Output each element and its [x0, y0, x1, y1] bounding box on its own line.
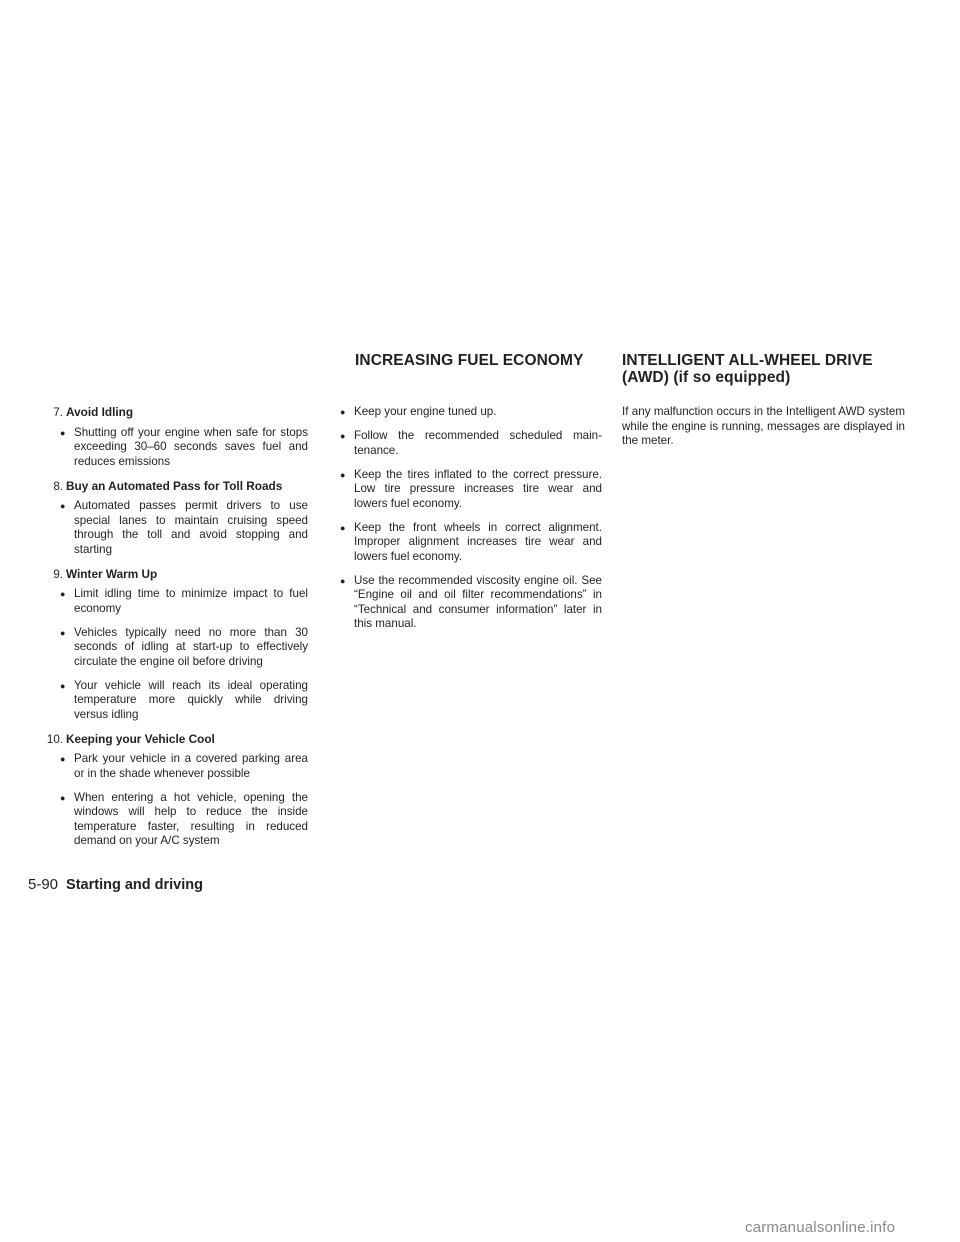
- item-title: Keeping your Vehicle Cool: [66, 731, 215, 746]
- heading-increasing-fuel-economy: INCREASING FUEL ECONOMY: [355, 352, 584, 369]
- item-number: 10.: [46, 732, 63, 746]
- page-footer: [28, 876, 203, 893]
- numbered-tips-column: [43, 405, 308, 858]
- bullet-item: ● Keep your engine tuned up.: [340, 405, 602, 420]
- bullet-item: ● Follow the recommended scheduled maintenance.: [340, 429, 602, 458]
- item-title: Buy an Automated Pass for Toll Roads: [66, 478, 283, 493]
- bullet-item: ● Shutting off your engine when safe for stops exceeding 30–60 seconds saves fuel and reduces emissions: [60, 426, 308, 470]
- bullet-item: ● Your vehicle will reach its ideal operating temperature more quickly while driving versus idling: [60, 679, 308, 723]
- bullet-item: ● Keep the front wheels in correct alignment. Improper alignment increases tire wear and lowers fuel economy.: [340, 521, 602, 565]
- bullet-item: ● Park your vehicle in a covered parking area or in the shade whenever possible: [60, 752, 308, 781]
- numbered-item: [43, 479, 308, 558]
- page-number: 5-90: [28, 876, 59, 893]
- item-number: 8.: [53, 479, 63, 493]
- awd-column: [622, 405, 905, 449]
- numbered-item: [43, 732, 308, 849]
- bullet-item: ● Limit idling time to minimize impact to fuel economy: [60, 587, 308, 616]
- item-title: Avoid Idling: [66, 405, 134, 419]
- item-title: Winter Warm Up: [66, 566, 158, 581]
- watermark: carmanualsonline.info: [745, 1219, 896, 1236]
- item-number: 7.: [53, 406, 63, 419]
- bullet-item: ● Use the recommended viscosity engine oil. See “Engine oil and oil filter recommendations” in “Technical and consumer information” later in this manual.: [340, 574, 602, 632]
- item-number: 9.: [53, 567, 63, 581]
- bullet-item: ● When entering a hot vehicle, opening the windows will help to reduce the inside temperature faster, resulting in reduced demand on your A/C system: [60, 791, 308, 849]
- bullet-item: ● Automated passes permit drivers to use special lanes to maintain cruising speed through the toll and avoid stopping and starting: [60, 499, 308, 557]
- numbered-item: [43, 567, 308, 723]
- numbered-item: [43, 405, 308, 469]
- section-name: Starting and driving: [66, 877, 203, 893]
- heading-intelligent-awd: INTELLIGENT ALL-WHEEL DRIVE (AWD) (if so equipped): [622, 352, 873, 386]
- bullet-item: ● Keep the tires inflated to the correct pressure. Low tire pressure increases tire wear and lowers fuel economy.: [340, 468, 602, 512]
- fuel-economy-column: [340, 405, 602, 641]
- bullet-item: ● Vehicles typically need no more than 30 seconds of idling at start-up to effectively circulate the engine oil before driving: [60, 626, 308, 670]
- awd-paragraph: If any malfunction occurs in the Intelligent AWD system while the engine is running, messages are displayed in the meter.: [622, 405, 905, 447]
